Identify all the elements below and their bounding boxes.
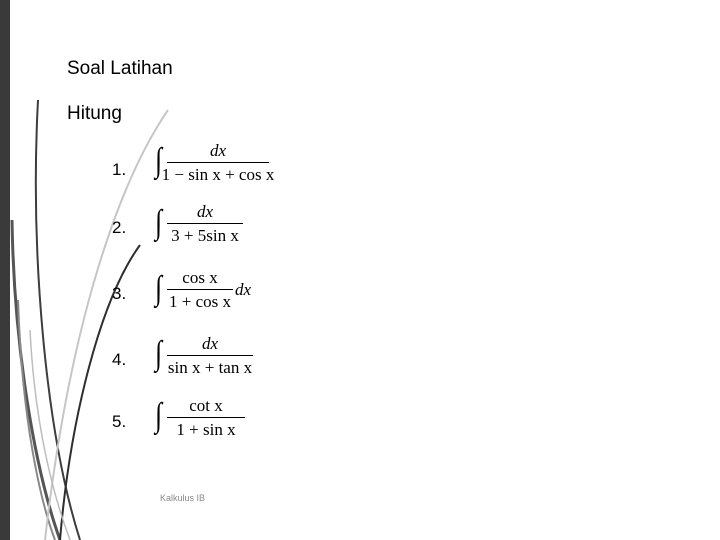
- fraction: [167, 397, 245, 438]
- numerator: cot x: [189, 396, 223, 415]
- integral-sign: ∫: [155, 142, 162, 179]
- denominator: 1 − sin x + cos x: [161, 165, 275, 184]
- numerator: cos x: [182, 268, 218, 287]
- slide-title: Soal Latihan: [67, 58, 173, 79]
- denominator: 1 + cos x: [169, 292, 231, 311]
- integral-sign: ∫: [155, 270, 162, 307]
- problem-number: 5.: [112, 412, 127, 431]
- footer-text: Kalkulus IB: [160, 493, 206, 503]
- problem-number: 4.: [112, 350, 127, 369]
- fraction: [167, 203, 243, 244]
- integral-sign: ∫: [155, 204, 162, 241]
- numerator: dx: [201, 334, 219, 353]
- denominator: 3 + 5sin x: [171, 226, 239, 245]
- integral-formula-1: [155, 140, 285, 188]
- integral-sign: ∫: [155, 397, 162, 434]
- integral-formula-3: [155, 266, 275, 316]
- integral-formula-4: [155, 332, 275, 382]
- problem-number: 1.: [112, 160, 127, 179]
- integral-formula-5: [155, 394, 265, 444]
- problem-number: 3.: [112, 284, 127, 303]
- fraction: [167, 269, 233, 310]
- problem-number: 2.: [112, 218, 127, 237]
- denominator: 1 + sin x: [176, 420, 236, 439]
- fraction: [167, 335, 253, 376]
- numerator: dx: [196, 202, 214, 221]
- instruction-text: Hitung: [67, 103, 122, 124]
- integral-sign: ∫: [155, 335, 162, 372]
- denominator: sin x + tan x: [167, 358, 253, 377]
- integral-formula-2: [155, 200, 265, 250]
- fraction: [161, 141, 275, 184]
- differential: dx: [235, 280, 252, 299]
- numerator: dx: [209, 141, 227, 160]
